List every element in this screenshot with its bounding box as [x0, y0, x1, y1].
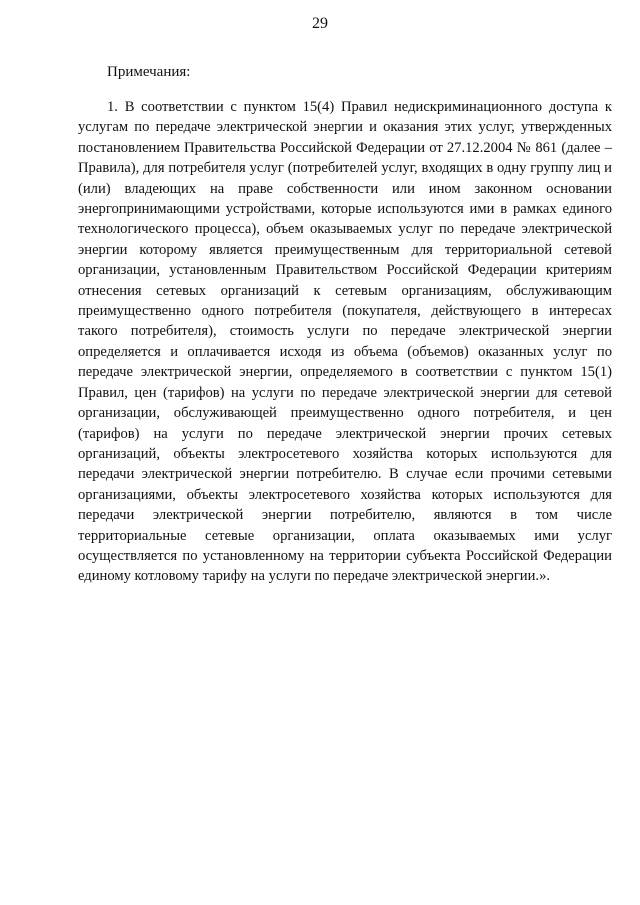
notes-heading: Примечания: — [107, 64, 191, 80]
note-paragraph-1: 1. В соответствии с пунктом 15(4) Правил недискриминационного доступа к услугам по передаче электрической энергии и оказания этих услуг, утвержденных постановлением Правительства Российской Федерации от 27.12.2004 № 861 (далее – Правила), для потребителя услуг (потребителей услуг, входящих в одну группу лиц и (или) владеющих на праве собственности или ином законном основании энергопринимающими устройствами, которые используются ими в рамках единого технологического процесса), объем оказываемых услуг по передаче электрической энергии которому является преимущественным для территориальной сетевой организации, установленным Правительством Российской Федерации критериям отнесения сетевых организаций к сетевым организациям, обслуживающим преимущественно одного потребителя (покупателя, действующего в интересах такого потребителя), стоимость услуги по передаче электрической энергии определяется и оплачивается исходя из объема (объемов) оказанных услуг по передаче электрической энергии, определяемого в соответствии с пунктом 15(1) Правил, цен (тарифов) на услуги по передаче электрической энергии для сетевой организации, обслуживающей преимущественно одного потребителя, и цен (тарифов) на услуги по передаче электрической энергии прочих сетевых организаций, объекты электросетевого хозяйства которых используются для передачи электрической энергии потребителю. В случае если прочими сетевыми организациями, объекты электросетевого хозяйства которых используются для передачи электрической энергии потребителю, являются в том числе территориальные сетевые организации, оплата оказываемых ими услуг осуществляется по установленному на территории субъекта Российской Федерации единому котловому тарифу на услуги по передаче электрической энергии.». — [78, 99, 612, 585]
page-number: 29 — [312, 15, 328, 32]
